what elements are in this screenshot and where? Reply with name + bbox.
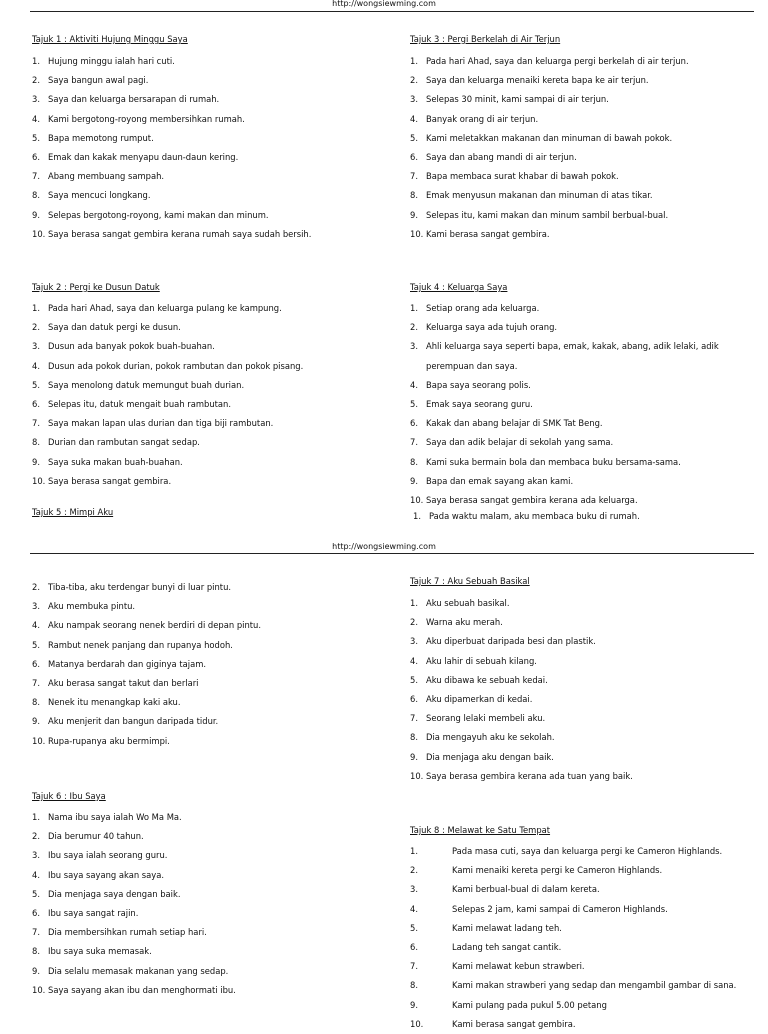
item-text: Kami makan strawberi yang sedap dan mengambil gambar di sana. [452, 980, 737, 991]
item-number: 1. [32, 303, 40, 313]
list-item [410, 594, 760, 613]
list-item [32, 357, 392, 376]
list-item [32, 962, 392, 981]
item-number: 10. [32, 228, 46, 239]
item-text: Dia menjaga saya dengan baik. [48, 888, 181, 899]
item-text: Ahli keluarga saya seperti bapa, emak, kakak, abang, adik lelaki, adik [426, 341, 719, 352]
item-text: Abang membuang sampah. [48, 171, 165, 182]
list-item [32, 732, 392, 751]
item-number: 7. [410, 713, 418, 724]
item-text: Saya dan abang mandi di air terjun. [426, 152, 577, 163]
item-text: Saya menolong datuk memungut buah durian. [48, 379, 245, 390]
section-tajuk-1 [32, 33, 392, 244]
list-item [410, 186, 760, 205]
list-item [410, 632, 760, 651]
item-number: 4. [410, 903, 418, 914]
item-text: Dia berumur 40 tahun. [48, 831, 144, 842]
item-text: Dusun ada pokok durian, pokok rambutan dan pokok pisang. [48, 360, 304, 371]
item-text: Aku menjerit dan bangun daripada tidur. [48, 716, 219, 727]
item-number: 10. [32, 984, 46, 995]
list-item [410, 748, 760, 767]
item-number: 1. [410, 303, 418, 313]
item-text: Nama ibu saya ialah Wo Ma Ma. [48, 812, 182, 822]
item-text: Saya berasa sangat gembira kerana ada keluarga. [426, 495, 638, 506]
item-text: Emak saya seorang guru. [426, 399, 533, 410]
item-number: 4. [410, 655, 418, 666]
item-number: 7. [32, 678, 40, 689]
list-item [32, 206, 392, 225]
list-item [410, 900, 760, 919]
list-item [32, 318, 392, 337]
list-item [32, 472, 392, 491]
item-text: Selepas 2 jam, kami sampai di Cameron Highlands. [452, 903, 668, 914]
item-number: 3. [32, 850, 40, 861]
section-tajuk-6 [32, 790, 392, 1000]
item-number: 8. [410, 456, 418, 467]
list-item [32, 453, 392, 472]
item-number: 3. [410, 884, 418, 895]
item-text: Pada masa cuti, saya dan keluarga pergi ke Cameron Highlands. [452, 846, 723, 856]
item-number: 9. [410, 209, 418, 220]
item-number: 2. [32, 322, 40, 333]
section-title: Tajuk 1 : Aktiviti Hujung Minggu Saya [32, 34, 188, 44]
item-text: Kami meletakkan makanan dan minuman di bawah pokok. [426, 132, 673, 143]
list-item [32, 110, 392, 129]
item-text: Pada hari Ahad, saya dan keluarga pulang ke kampung. [48, 303, 282, 313]
list-item [410, 976, 760, 995]
item-text: Pada waktu malam, aku membaca buku di rumah. [429, 511, 640, 521]
section-tajuk-2 [32, 281, 392, 491]
list-item [32, 597, 392, 616]
item-text: Saya dan adik belajar di sekolah yang sama. [426, 437, 614, 448]
list-item [32, 148, 392, 167]
item-text: Aku diperbuat daripada besi dan plastik. [426, 636, 596, 647]
list-item [410, 671, 760, 690]
item-number: 2. [32, 75, 40, 86]
list-item [32, 616, 392, 635]
item-text: Aku berasa sangat takut dan berlari [48, 678, 199, 689]
item-number: 4. [32, 620, 40, 631]
item-text: Selepas itu, datuk mengait buah rambutan. [48, 399, 232, 410]
item-number: 5. [410, 132, 418, 143]
list-item [410, 957, 760, 976]
item-number: 1. [410, 56, 418, 66]
list-item [32, 376, 392, 395]
list-item [410, 167, 760, 186]
list-item [410, 880, 760, 899]
section-tajuk-5 [32, 578, 392, 751]
item-number: 4. [32, 869, 40, 880]
item-text: Bapa dan emak sayang akan kami. [426, 475, 574, 486]
list-item [410, 225, 760, 244]
list-item [32, 225, 392, 244]
list-item [410, 299, 760, 318]
item-number: 9. [32, 965, 40, 976]
list-item [410, 318, 760, 337]
item-number: 6. [410, 152, 418, 163]
list-item [32, 904, 392, 923]
section-tajuk-5-first-item [413, 510, 763, 522]
item-text: Emak dan kakak menyapu daun-daun kering. [48, 152, 239, 163]
item-number: 3. [410, 341, 418, 352]
item-number: 2. [410, 865, 418, 876]
section-tajuk-7 [410, 575, 760, 786]
item-number: 4. [32, 113, 40, 124]
item-list [32, 299, 392, 491]
item-text: Selepas bergotong-royong, kami makan dan minum. [48, 209, 269, 220]
list-item [410, 395, 760, 414]
item-number: 8. [410, 980, 418, 991]
item-number: 6. [410, 418, 418, 429]
item-number: 7. [32, 171, 40, 182]
section-title: Tajuk 2 : Pergi ke Dusun Datuk [32, 282, 160, 292]
list-item [410, 613, 760, 632]
item-text: Aku dibawa ke sebuah kedai. [426, 674, 548, 685]
section-title: Tajuk 3 : Pergi Berkelah di Air Terjun [410, 34, 561, 44]
item-list [410, 52, 760, 244]
item-text: Saya berasa sangat gembira kerana rumah saya sudah bersih. [48, 228, 312, 239]
item-number: 9. [410, 475, 418, 486]
list-item [410, 919, 760, 938]
item-list [32, 52, 392, 244]
item-text: Banyak orang di air terjun. [426, 113, 539, 124]
item-text: Matanya berdarah dan giginya tajam. [48, 658, 207, 669]
section-title: Tajuk 7 : Aku Sebuah Basikal [410, 576, 530, 586]
list-item [32, 337, 392, 356]
item-number: 10. [32, 735, 46, 746]
list-item [32, 712, 392, 731]
item-number: 10. [410, 228, 424, 239]
item-number: 2. [410, 322, 418, 333]
item-number: 6. [410, 942, 418, 953]
list-item [32, 674, 392, 693]
item-text: Selepas itu, kami makan dan minum sambil berbual-bual. [426, 209, 669, 220]
list-item [410, 842, 760, 861]
list-item [410, 861, 760, 880]
item-number: 2. [32, 582, 40, 592]
list-item [32, 846, 392, 865]
list-item [410, 938, 760, 957]
item-number: 10. [32, 475, 46, 486]
item-text: Warna aku merah. [426, 617, 503, 628]
section-tajuk-8 [410, 824, 760, 1034]
list-item [32, 578, 392, 597]
list-item [32, 90, 392, 109]
list-item [410, 996, 760, 1015]
item-number: 6. [32, 399, 40, 410]
section-tajuk-5-title [32, 506, 113, 518]
item-number: 7. [32, 418, 40, 429]
item-number: 6. [32, 152, 40, 163]
item-text: Durian dan rambutan sangat sedap. [48, 437, 200, 448]
item-number: 1. [410, 846, 418, 856]
list-item [32, 885, 392, 904]
item-number: 9. [32, 209, 40, 220]
item-text: Bapa membaca surat khabar di bawah pokok. [426, 171, 619, 182]
list-item [32, 52, 392, 71]
list-item [32, 655, 392, 674]
item-number: 8. [32, 190, 40, 201]
list-item [32, 186, 392, 205]
item-text: Ibu saya sangat rajin. [48, 908, 139, 919]
item-number: 7. [32, 927, 40, 938]
item-number: 3. [32, 341, 40, 352]
list-item [410, 90, 760, 109]
item-text: Dusun ada banyak pokok buah-buahan. [48, 341, 215, 352]
item-text: Bapa memotong rumput. [48, 132, 154, 143]
item-text: Saya dan keluarga bersarapan di rumah. [48, 94, 220, 105]
list-item [32, 129, 392, 148]
section-title: Tajuk 4 : Keluarga Saya [410, 282, 508, 292]
list-item [32, 923, 392, 942]
item-text: Kami melawat ladang teh. [452, 922, 562, 933]
item-number: 4. [410, 113, 418, 124]
list-item [32, 299, 392, 318]
item-text: Dia selalu memasak makanan yang sedap. [48, 965, 229, 976]
item-number: 10. [410, 770, 424, 781]
item-text: Kami berasa sangat gembira. [452, 1018, 576, 1029]
item-number: 9. [32, 456, 40, 467]
item-number: 9. [32, 716, 40, 727]
item-number: 5. [410, 399, 418, 410]
item-number: 5. [32, 888, 40, 899]
item-text: Kami menaiki kereta pergi ke Cameron Highlands. [452, 865, 663, 876]
list-item [410, 110, 760, 129]
item-text: Emak menyusun makanan dan minuman di atas tikar. [426, 190, 653, 201]
item-text: Kami bergotong-royong membersihkan rumah. [48, 113, 245, 124]
item-number: 7. [410, 437, 418, 448]
item-text: Rambut nenek panjang dan rupanya hodoh. [48, 639, 233, 650]
list-item [32, 414, 392, 433]
item-text: Ladang teh sangat cantik. [452, 942, 562, 953]
list-item [410, 767, 760, 786]
item-text: Keluarga saya ada tujuh orang. [426, 322, 558, 333]
item-number: 6. [410, 694, 418, 705]
item-text: Aku dipamerkan di kedai. [426, 694, 533, 705]
list-item [410, 472, 760, 491]
item-number: 8. [410, 732, 418, 743]
item-text: Dia mengayuh aku ke sekolah. [426, 732, 555, 743]
item-text: Saya berasa sangat gembira. [48, 475, 172, 486]
item-number: 8. [32, 437, 40, 448]
item-text: Rupa-rupanya aku bermimpi. [48, 735, 170, 746]
item-number: 5. [410, 674, 418, 685]
item-list [410, 842, 760, 1034]
list-item [410, 453, 760, 472]
list-item [410, 52, 760, 71]
item-number: 2. [32, 831, 40, 842]
item-text: Kami berasa sangat gembira. [426, 228, 550, 239]
list-item [32, 636, 392, 655]
list-item [32, 167, 392, 186]
header-rule [30, 11, 754, 12]
item-text: Aku sebuah basikal. [426, 598, 510, 608]
item-number: 6. [32, 658, 40, 669]
item-number: 9. [410, 999, 418, 1010]
list-item [32, 395, 392, 414]
header-rule [30, 553, 754, 554]
item-text: Saya bangun awal pagi. [48, 75, 149, 86]
item-text: Dia menjaga aku dengan baik. [426, 751, 554, 762]
item-text: Saya makan lapan ulas durian dan tiga biji rambutan. [48, 418, 274, 429]
list-item [32, 693, 392, 712]
item-number: 3. [410, 94, 418, 105]
list-item [410, 709, 760, 728]
item-number: 7. [410, 961, 418, 972]
list-item [410, 71, 760, 90]
list-item [32, 433, 392, 452]
item-number: 8. [410, 190, 418, 201]
list-item [32, 827, 392, 846]
item-number: 1. [32, 812, 40, 822]
item-list [32, 808, 392, 1000]
item-text: Ibu saya ialah seorang guru. [48, 850, 168, 861]
list-item [410, 414, 760, 433]
item-text-continuation: perempuan dan saya. [426, 360, 518, 371]
item-text: Aku nampak seorang nenek berdiri di depan pintu. [48, 620, 262, 631]
list-item [413, 510, 763, 522]
section-title: Tajuk 6 : Ibu Saya [32, 791, 106, 801]
item-number: 4. [32, 360, 40, 371]
item-text: Bapa saya seorang polis. [426, 379, 531, 390]
item-text: Saya sayang akan ibu dan menghormati ibu. [48, 984, 236, 995]
item-text: Ibu saya sayang akan saya. [48, 869, 165, 880]
list-item [410, 1015, 760, 1034]
item-text: Kami pulang pada pukul 5.00 petang [452, 999, 607, 1010]
item-number: 9. [410, 751, 418, 762]
item-text: Saya dan datuk pergi ke dusun. [48, 322, 181, 333]
list-item [410, 206, 760, 225]
item-text: Pada hari Ahad, saya dan keluarga pergi berkelah di air terjun. [426, 56, 689, 66]
list-item [32, 866, 392, 885]
item-number: 4. [410, 379, 418, 390]
item-number: 10. [410, 1018, 424, 1029]
section-tajuk-3 [410, 33, 760, 244]
item-text: Kakak dan abang belajar di SMK Tat Beng. [426, 418, 603, 429]
item-text: Seorang lelaki membeli aku. [426, 713, 546, 724]
item-number: 3. [32, 601, 40, 612]
item-text: Kami berbual-bual di dalam kereta. [452, 884, 600, 895]
item-number: 6. [32, 908, 40, 919]
item-list [410, 299, 760, 510]
item-text: Saya suka makan buah-buahan. [48, 456, 183, 467]
page-header-url: http://wongsiewming.com [332, 0, 436, 8]
item-number: 3. [410, 636, 418, 647]
item-text: Selepas 30 minit, kami sampai di air terjun. [426, 94, 609, 105]
section-title: Tajuk 5 : Mimpi Aku [32, 507, 114, 517]
list-item [410, 690, 760, 709]
item-text: Saya berasa gembira kerana ada tuan yang baik. [426, 770, 633, 781]
item-list [410, 594, 760, 786]
item-list [32, 578, 392, 751]
item-number: 2. [410, 617, 418, 628]
list-item [410, 376, 760, 395]
item-number: 5. [32, 132, 40, 143]
item-number: 8. [32, 946, 40, 957]
item-number: 1. [410, 598, 418, 608]
section-tajuk-4 [410, 281, 760, 510]
item-text: Kami melawat kebun strawberi. [452, 961, 585, 972]
item-number: 8. [32, 697, 40, 708]
list-item [32, 71, 392, 90]
list-item [32, 942, 392, 961]
item-text: Ibu saya suka memasak. [48, 946, 152, 957]
list-item [410, 652, 760, 671]
page-header-url: http://wongsiewming.com [332, 542, 436, 551]
item-text: Kami suka bermain bola dan membaca buku bersama-sama. [426, 456, 681, 467]
item-number: 10. [410, 495, 424, 506]
item-text: Saya mencuci longkang. [48, 190, 151, 201]
item-text: Aku lahir di sebuah kilang. [426, 655, 537, 666]
item-text: Tiba-tiba, aku terdengar bunyi di luar pintu. [48, 582, 232, 592]
item-text: Nenek itu menangkap kaki aku. [48, 697, 181, 708]
item-number: 1. [32, 56, 40, 66]
item-number: 5. [410, 922, 418, 933]
item-number: 2. [410, 75, 418, 86]
item-text: Dia membersihkan rumah setiap hari. [48, 927, 207, 938]
section-title: Tajuk 8 : Melawat ke Satu Tempat [410, 825, 551, 835]
list-item [410, 337, 760, 375]
list-item [410, 728, 760, 747]
list-item [32, 981, 392, 1000]
list-item [410, 129, 760, 148]
list-item [32, 808, 392, 827]
item-number: 3. [32, 94, 40, 105]
item-text: Hujung minggu ialah hari cuti. [48, 56, 175, 66]
item-number: 1. [413, 511, 421, 521]
item-text: Setiap orang ada keluarga. [426, 303, 540, 313]
item-text: Aku membuka pintu. [48, 601, 136, 612]
list-item [410, 148, 760, 167]
item-number: 5. [32, 379, 40, 390]
list-item [410, 491, 760, 510]
item-number: 5. [32, 639, 40, 650]
item-number: 7. [410, 171, 418, 182]
item-text: Saya dan keluarga menaiki kereta bapa ke air terjun. [426, 75, 649, 86]
list-item [410, 433, 760, 452]
